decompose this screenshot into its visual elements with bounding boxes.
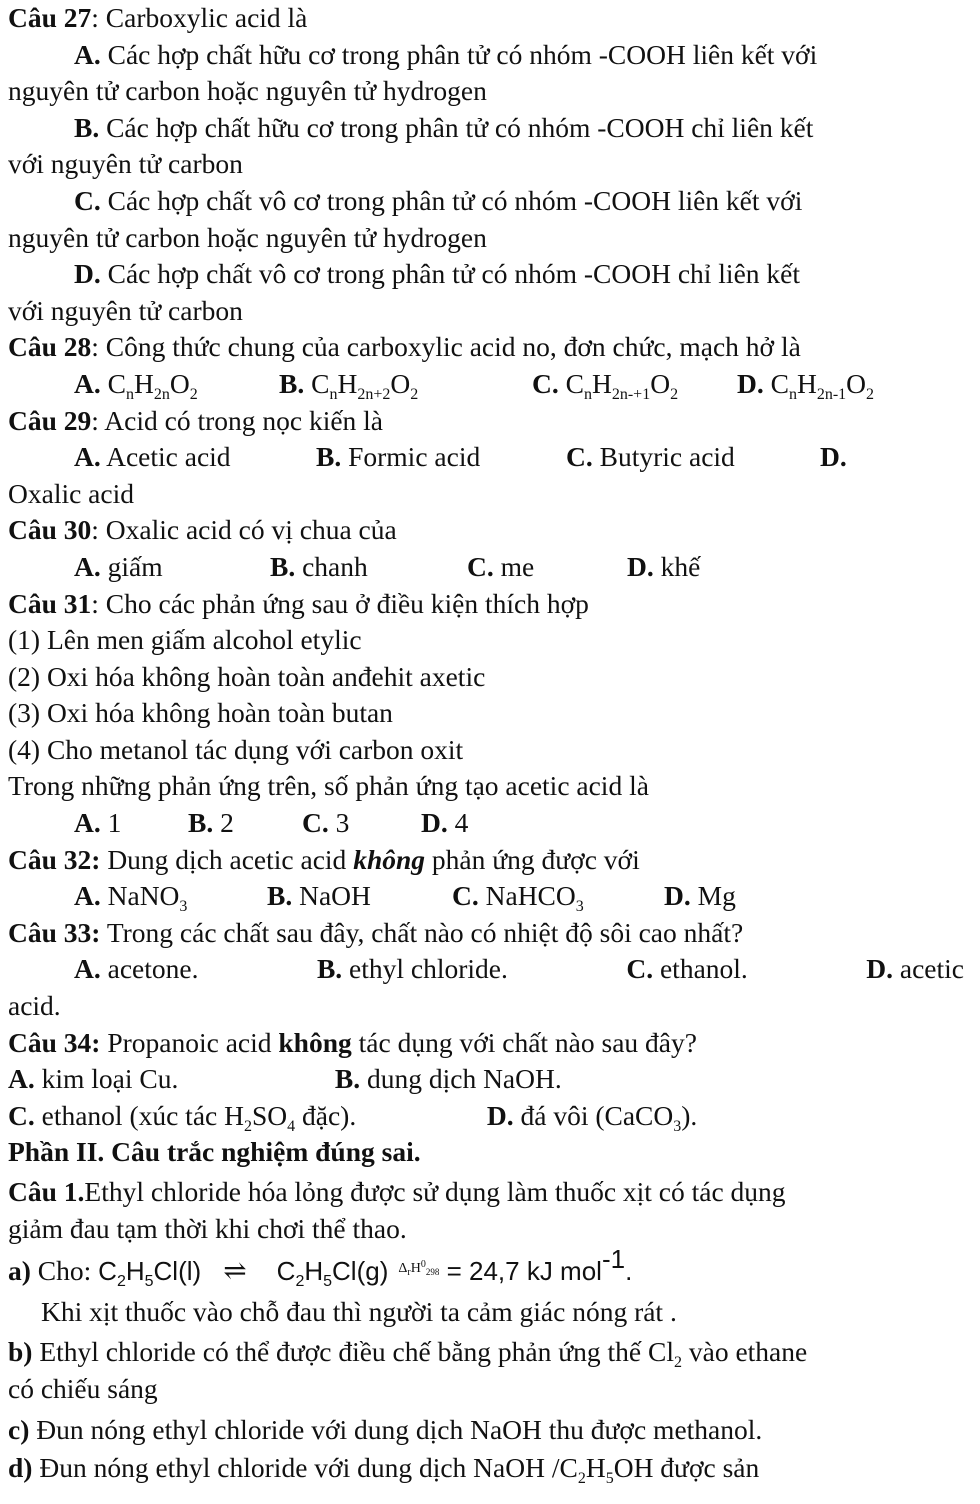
- q30-option-c: C. me: [467, 550, 535, 582]
- q33-option-c: C. ethanol.: [626, 953, 748, 985]
- q32-option-c: C. NaHCO$_3$: [452, 880, 584, 916]
- q32-option-d: D. Mg: [664, 880, 736, 912]
- p1-statement-c: c) Đun nóng ethyl chloride với dung dịch NaOH thu được methanol.: [8, 1413, 763, 1445]
- q33-option-d: D. acetic: [866, 953, 964, 985]
- q28-options: [8, 366, 964, 403]
- q28-option-b: B. $C_nH_{2n+2}O_2$: [279, 367, 419, 403]
- p1-statement-d: d) Đun nóng ethyl chloride với dung dịch NaOH $/C_2H_5OH$ được sản: [8, 1452, 760, 1488]
- q34-options-ab: [8, 1061, 964, 1098]
- p1-statement-b: b) Ethyl chloride có thể được điều chế bằng phản ứng thế $Cl_2$ vào ethane: [8, 1336, 808, 1372]
- q28-option-c: C. $C_nH_{2n-+1}O_2$: [532, 367, 679, 403]
- q33-option-d-cont: acid.: [8, 990, 61, 1022]
- q29-option-c: C. Butyric acid: [566, 441, 735, 473]
- q31-option-c: C. 3: [302, 807, 350, 839]
- q30-options: [8, 549, 964, 586]
- q34-title: Câu 34: Propanoic acid không tác dụng với chất nào sau đây?: [8, 1026, 697, 1058]
- q33-option-a: A. acetone.: [74, 953, 199, 985]
- q33-options: [8, 951, 964, 988]
- q28-option-a: A. $C_nH_{2n}O_2$: [74, 367, 198, 403]
- q33-title: Câu 33: Trong các chất sau đây, chất nào có nhiệt độ sôi cao nhất?: [8, 916, 744, 948]
- q27-option-c: C. Các hợp chất vô cơ trong phân tử có nhóm -COOH liên kết với: [74, 184, 803, 216]
- q34-option-b: B. dung dịch NaOH.: [334, 1063, 562, 1095]
- q27-option-b-cont: với nguyên tử carbon: [8, 148, 243, 180]
- equilibrium-arrow-icon: ⇌: [223, 1256, 247, 1288]
- q32-option-a: A. NaNO$_3$: [74, 880, 188, 916]
- q30-option-b: B. chanh: [270, 550, 368, 582]
- q30-title: Câu 30: Oxalic acid có vị chua của: [8, 514, 397, 546]
- q29-option-a: A. Acetic acid: [74, 441, 231, 473]
- q29-title: Câu 29: Acid có trong nọc kiến là: [8, 404, 384, 436]
- p1-statement-a-cont: Khi xịt thuốc vào chỗ đau thì người ta cảm giác nóng rát .: [41, 1295, 677, 1327]
- q27-option-d: D. Các hợp chất vô cơ trong phân tử có nhóm -COOH chỉ liên kết: [74, 258, 800, 290]
- p1-title: Câu 1.Ethyl chloride hóa lỏng được sử dụng làm thuốc xịt có tác dụng: [8, 1176, 786, 1207]
- q27-option-d-cont: với nguyên tử carbon: [8, 294, 243, 326]
- q29-option-d: Oxalic acid: [8, 477, 134, 509]
- q34-options-cd: [8, 1098, 964, 1135]
- q27-option-a: A. Các hợp chất hữu cơ trong phân tử có nhóm -COOH liên kết với: [74, 38, 818, 70]
- q31-option-b: B. 2: [188, 807, 234, 839]
- q28-title: Câu 28: Công thức chung của carboxylic acid no, đơn chức, mạch hở là: [8, 331, 801, 363]
- q34-option-c: C. ethanol (xúc tác $H_2SO_4$ đặc).: [8, 1099, 357, 1135]
- q31-reaction-2: (2) Oxi hóa không hoàn toàn anđehit axetic: [8, 660, 486, 692]
- q31-reaction-3: (3) Oxi hóa không hoàn toàn butan: [8, 697, 393, 729]
- q31-title: Câu 31: Cho các phản ứng sau ở điều kiện thích hợp: [8, 587, 589, 619]
- p1-title-cont: giảm đau tạm thời khi chơi thể thao.: [8, 1212, 407, 1244]
- q31-reaction-4: (4) Cho metanol tác dụng với carbon oxit: [8, 733, 464, 765]
- q30-option-a: A. giấm: [74, 550, 163, 582]
- q31-options: [8, 805, 964, 842]
- q27-title: Câu 27: Carboxylic acid là: [8, 2, 308, 33]
- q28-option-d: D. $C_nH_{2n-1}O_2$: [737, 367, 875, 403]
- q27-option-b: B. Các hợp chất hữu cơ trong phân tử có nhóm -COOH chỉ liên kết: [74, 111, 814, 143]
- p1-statement-a: a) Cho: $C_2H_5Cl(l)$ ⇌ $C_2H_5Cl(g) ^{\Delta_rH^0_{298}} = 24,7$ kJ mol$^{-1}$.: [8, 1244, 633, 1291]
- q31-reaction-1: (1) Lên men giấm alcohol etylic: [8, 624, 362, 656]
- q34-option-a: A. kim loại Cu.: [8, 1063, 179, 1095]
- equation-left: $C_2H_5Cl(l)$: [98, 1256, 202, 1291]
- part-2-heading: Phần II. Câu trắc nghiệm đúng sai.: [8, 1136, 421, 1168]
- equation-right: $C_2H_5Cl(g)$: [276, 1256, 389, 1291]
- q27-option-a-cont: nguyên tử carbon hoặc nguyên tử hydrogen: [8, 75, 487, 107]
- q29-option-d-label: D.: [820, 441, 847, 473]
- q30-option-d: D. khế: [627, 550, 701, 582]
- q32-options: [8, 878, 964, 915]
- q34-option-d: D. đá vôi (CaCO$_3$).: [486, 1099, 698, 1135]
- q32-title: Câu 32: Dung dịch acetic acid không phản ứng được với: [8, 843, 640, 875]
- q31-option-a: A. 1: [74, 807, 122, 839]
- enthalpy-symbol: ΔrH0298: [398, 1259, 440, 1279]
- q29-option-b: B. Formic acid: [316, 441, 481, 473]
- q29-options: [8, 439, 964, 476]
- q27-option-c-cont: nguyên tử carbon hoặc nguyên tử hydrogen: [8, 221, 487, 253]
- q31-question: Trong những phản ứng trên, số phản ứng tạo acetic acid là: [8, 770, 649, 802]
- q33-option-b: B. ethyl chloride.: [316, 953, 508, 985]
- q31-option-d: D. 4: [421, 807, 469, 839]
- p1-statement-b-cont: có chiếu sáng: [8, 1372, 158, 1404]
- q32-option-b: B. NaOH: [267, 880, 371, 912]
